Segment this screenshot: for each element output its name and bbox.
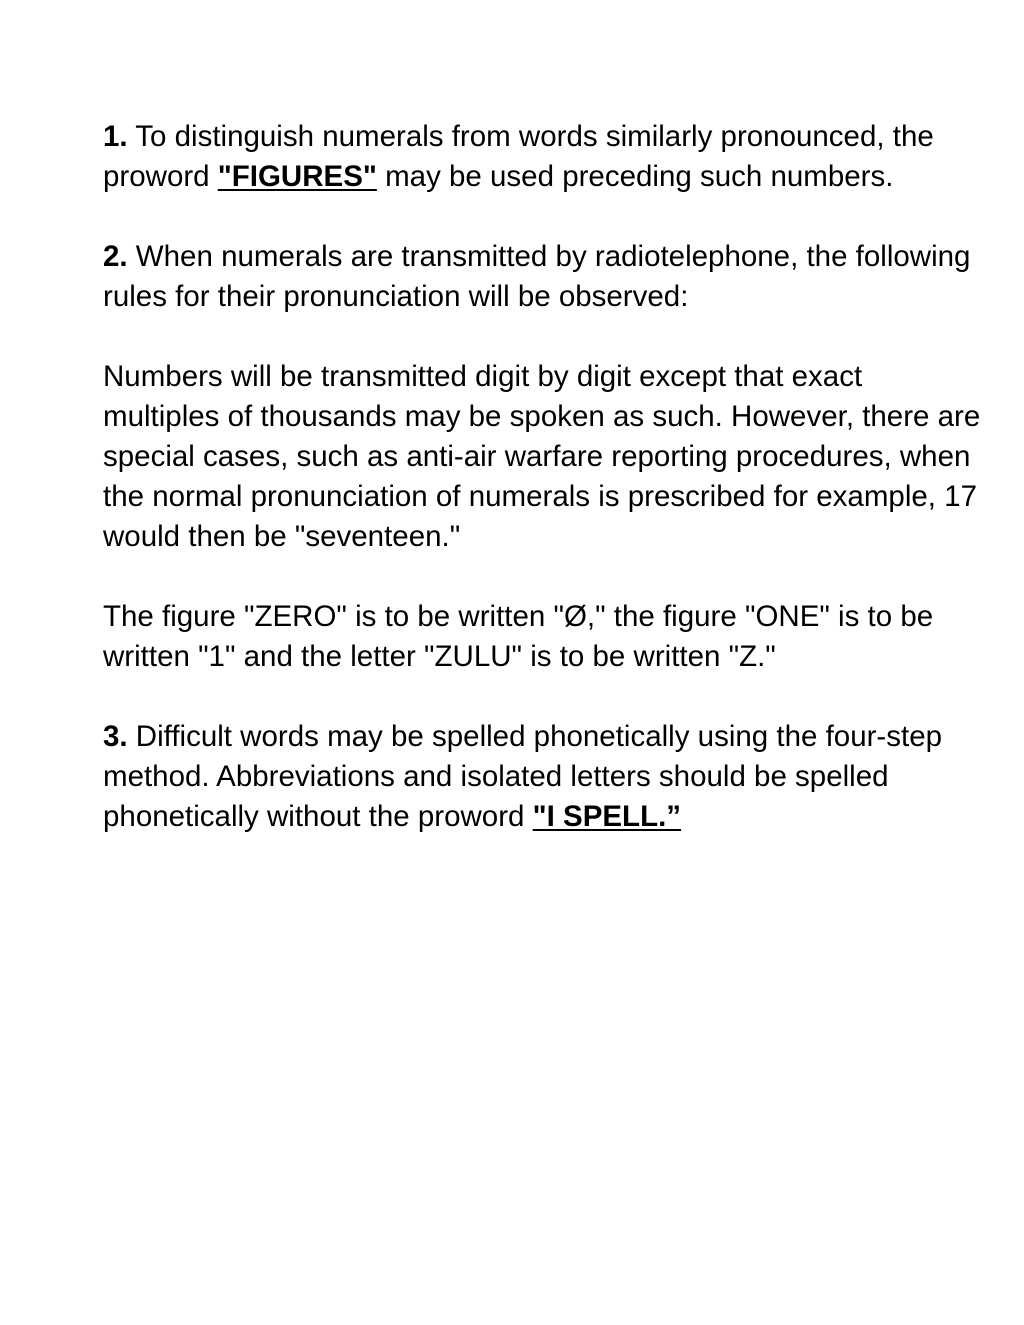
paragraph-1 (103, 117, 983, 197)
document-page (103, 117, 983, 877)
proword-figures: "FIGURES" (217, 160, 377, 193)
paragraph-4 (103, 597, 983, 677)
paragraph-2 (103, 237, 983, 317)
paragraph-5 (103, 717, 983, 837)
proword-i-spell: "I SPELL.” (532, 800, 682, 833)
paragraph-text: Numbers will be transmitted digit by digit except that exact multiples of thousands may be spoken as such. However, there are special cases, such as anti-air warfare reporting procedures, when the normal pronunciation of numerals is prescribed for example, 17 would then be "seventeen." (103, 360, 981, 553)
paragraph-text: When numerals are transmitted by radiotelephone, the following rules for their pronunciation will be observed: (103, 240, 971, 313)
paragraph-3 (103, 357, 983, 557)
paragraph-number: 3. (103, 720, 128, 753)
paragraph-text: To distinguish numerals from words similarly pronounced, the proword (103, 120, 934, 193)
paragraph-text: may be used preceding such numbers. (376, 160, 894, 193)
paragraph-number: 1. (103, 120, 128, 153)
paragraph-number: 2. (103, 240, 128, 273)
paragraph-text: The figure "ZERO" is to be written "Ø," the figure "ONE" is to be written "1" and the letter "ZULU" is to be written "Z." (103, 600, 934, 673)
paragraph-text: Difficult words may be spelled phonetically using the four-step method. Abbreviations and isolated letters should be spelled phonetically without the proword (103, 720, 943, 833)
